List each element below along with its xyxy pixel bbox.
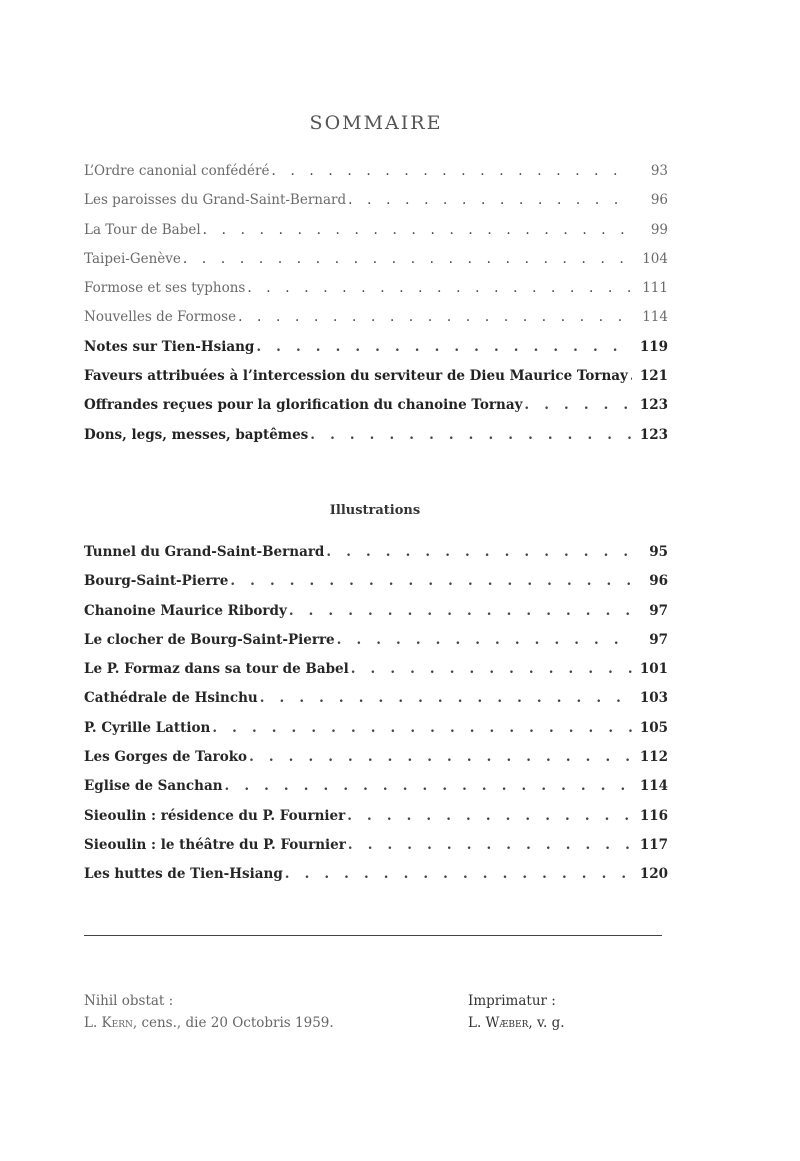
- illustration-entry: [84, 805, 668, 834]
- contents-entry-title: Taipei-Genève: [84, 250, 181, 267]
- contents-entry-page: 114: [642, 309, 668, 326]
- illustration-entry-page: 117: [639, 836, 668, 853]
- contents-entry-page: 121: [639, 368, 668, 385]
- contents-entry: [84, 219, 668, 248]
- nihil-rest: , cens., die 20 Octobris 1959.: [132, 1015, 334, 1031]
- dot-leader: [183, 248, 632, 270]
- illustration-entry-page: 97: [649, 631, 668, 648]
- dot-leader: [524, 394, 632, 416]
- contents-entry: [84, 189, 668, 218]
- contents-entry-page: 93: [650, 163, 668, 179]
- illustration-entry-title: Les Gorges de Taroko: [84, 749, 248, 766]
- nihil-obstat: [84, 990, 334, 1034]
- contents-entry-page: 111: [642, 280, 668, 297]
- illustration-entry-page: 116: [639, 807, 668, 824]
- illustration-entry-page: 96: [649, 573, 668, 590]
- contents-entry-title: Notes sur Tien-Hsiang: [84, 338, 255, 355]
- contents-entry: [84, 306, 668, 335]
- illustration-entry-title: Cathédrale de Hsinchu: [84, 690, 258, 707]
- dot-leader: [351, 658, 632, 680]
- contents-entry: [84, 160, 668, 189]
- divider: [84, 935, 662, 936]
- dot-leader: [212, 717, 632, 739]
- dot-leader: [337, 629, 632, 651]
- illustration-entry-title: Bourg-Saint-Pierre: [84, 573, 229, 590]
- contents-entry-title: L’Ordre canonial confédéré: [84, 163, 270, 179]
- contents-entry: [84, 248, 668, 277]
- contents-entry-title: Dons, legs, messes, baptêmes: [84, 426, 309, 443]
- illustration-entry-title: Eglise de Sanchan: [84, 778, 223, 795]
- dot-leader: [247, 277, 632, 299]
- illustration-entry: [84, 834, 668, 863]
- contents-entry-title: Formose et ses typhons: [84, 280, 246, 297]
- illustration-entry-title: Sieoulin : résidence du P. Fournier: [84, 807, 346, 824]
- contents-entry: [84, 424, 668, 453]
- contents-entry-page: 123: [639, 426, 668, 443]
- illustration-entry-page: 103: [639, 690, 668, 707]
- contents-entry-page: 104: [642, 250, 668, 267]
- contents-list: [84, 160, 668, 453]
- dot-leader: [260, 687, 632, 709]
- illustration-entry: [84, 746, 668, 775]
- illustrations-list: [84, 541, 668, 893]
- illustration-entry: [84, 541, 668, 570]
- nihil-name: L. Kern: [84, 1015, 133, 1031]
- illustration-entry-title: Les huttes de Tien-Hsiang: [84, 866, 283, 883]
- illustration-entry-page: 114: [639, 778, 668, 795]
- contents-entry-page: 96: [650, 192, 668, 209]
- dot-leader: [256, 336, 632, 358]
- contents-entry: [84, 365, 668, 394]
- illustration-entry: [84, 570, 668, 599]
- dot-leader: [348, 834, 632, 856]
- dot-leader: [225, 775, 632, 797]
- illustration-entry-page: 95: [649, 544, 668, 560]
- illustration-entry: [84, 658, 668, 687]
- contents-entry-page: 123: [639, 397, 668, 414]
- dot-leader: [348, 189, 632, 211]
- illustration-entry-title: P. Cyrille Lattion: [84, 719, 211, 736]
- nihil-line: [84, 1012, 334, 1034]
- imprimatur-line: [468, 1012, 565, 1034]
- illustration-entry: [84, 717, 668, 746]
- page-title: SOMMAIRE: [309, 112, 443, 134]
- dot-leader: [238, 306, 632, 328]
- illustration-entry: [84, 687, 668, 716]
- dot-leader: [347, 805, 632, 827]
- contents-entry-page: 99: [650, 221, 668, 238]
- dot-leader: [326, 541, 632, 563]
- imprimatur-label: Imprimatur :: [468, 993, 556, 1009]
- illustration-entry-page: 120: [639, 866, 668, 883]
- illustration-entry: [84, 863, 668, 892]
- contents-entry-title: La Tour de Babel: [84, 221, 201, 238]
- dot-leader: [289, 600, 632, 622]
- contents-entry: [84, 336, 668, 365]
- illustration-entry-page: 105: [639, 719, 668, 736]
- contents-entry-page: 119: [639, 338, 668, 355]
- illustration-entry-page: 112: [639, 749, 668, 766]
- contents-entry-title: Offrandes reçues pour la glorification du chanoine Tornay: [84, 397, 523, 414]
- dot-leader: [230, 570, 632, 592]
- illustration-entry-title: Le P. Formaz dans sa tour de Babel: [84, 661, 349, 678]
- contents-entry-title: Nouvelles de Formose: [84, 309, 237, 326]
- illustration-entry-title: Sieoulin : le théâtre du P. Fournier: [84, 836, 346, 853]
- nihil-label: Nihil obstat :: [84, 993, 174, 1009]
- illustration-entry-title: Chanoine Maurice Ribordy: [84, 602, 287, 619]
- contents-entry: [84, 277, 668, 306]
- dot-leader: [249, 746, 632, 768]
- dot-leader: [310, 424, 632, 446]
- illustrations-heading: Illustrations: [329, 503, 421, 518]
- illustration-entry-page: 97: [649, 602, 668, 619]
- illustration-entry-title: Tunnel du Grand-Saint-Bernard: [84, 544, 325, 560]
- imprimatur: [468, 990, 565, 1034]
- illustration-entry-title: Le clocher de Bourg-Saint-Pierre: [84, 631, 335, 648]
- imprimatur-rest: , v. g.: [528, 1015, 565, 1031]
- illustration-entry-page: 101: [639, 661, 668, 678]
- dot-leader: [271, 160, 632, 182]
- illustration-entry: [84, 600, 668, 629]
- contents-entry-title: Faveurs attribuées à l’intercession du serviteur de Dieu Maurice Tornay: [84, 368, 628, 385]
- illustration-entry: [84, 775, 668, 804]
- contents-entry: [84, 394, 668, 423]
- contents-entry-title: Les paroisses du Grand-Saint-Bernard: [84, 192, 347, 209]
- imprimatur-name: L. Wæber: [468, 1015, 529, 1031]
- dot-leader: [203, 219, 632, 241]
- dot-leader: [285, 863, 632, 885]
- illustration-entry: [84, 629, 668, 658]
